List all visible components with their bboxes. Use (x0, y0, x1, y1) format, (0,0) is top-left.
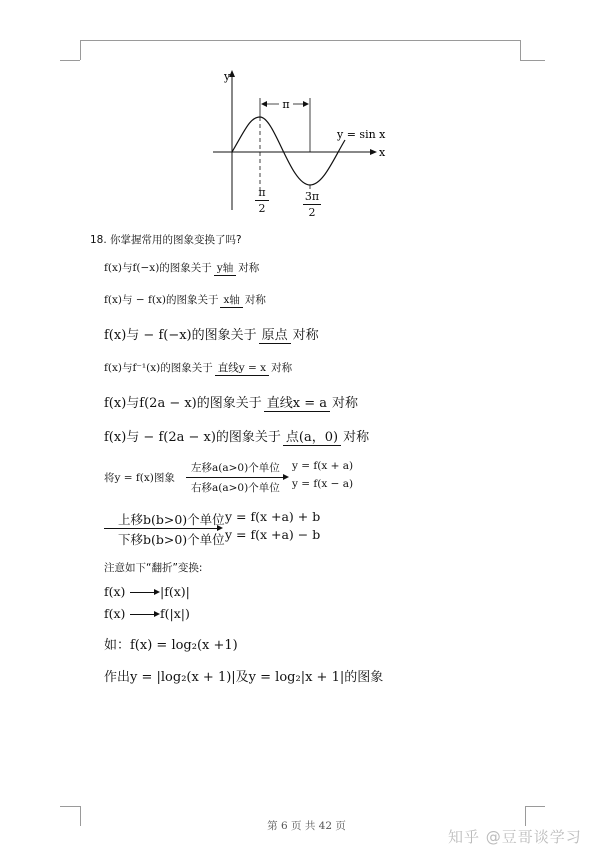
tick-pi-over-2 (253, 186, 271, 215)
row-line-x-eq-a (104, 392, 358, 412)
flip1-arrow-line (130, 592, 156, 593)
row1-pre: f(x)与f(−x)的图象关于 (104, 262, 212, 274)
shift-v-arrow-line (104, 528, 218, 529)
tick1-fraction-bar (255, 200, 269, 201)
tick-3pi-over-2 (301, 190, 323, 219)
flip2-arrow-line (130, 614, 156, 615)
draw-instruction: 作出y = |log₂(x + 1)|及y = log₂|x + 1|的图象 (104, 670, 384, 685)
row5-post: 对称 (332, 396, 359, 411)
example-line: 如：f(x) = log₂(x +1) (104, 638, 238, 653)
question-title: 18. 你掌握常用的图象变换了吗? (90, 234, 242, 246)
row2-pre: f(x)与 − f(x)的图象关于 (104, 294, 219, 306)
row4-answer: 直线y = x (215, 363, 269, 376)
tick2-numerator: 3π (304, 190, 320, 203)
row3-post: 对称 (292, 328, 319, 343)
row5-pre: f(x)与f(2a − x)的图象关于 (104, 396, 262, 411)
row6-answer: 点(a，0) (283, 431, 341, 446)
x-axis-arrow (370, 149, 377, 155)
flip2-right: f(|x|) (160, 606, 190, 621)
crop-mark-top-left-ext (60, 60, 80, 61)
shift-v-result-bottom: y = f(x +a) − b (225, 527, 321, 542)
flip-note: 注意如下“翻折”变换: (104, 562, 203, 574)
row2-post: 对称 (244, 294, 266, 306)
row1-answer: y轴 (214, 263, 236, 276)
crop-mark-bottom-left-h (60, 806, 80, 807)
shift-h-top-label: 左移a(a>0)个单位 (191, 462, 280, 474)
shift-v-arrow (104, 510, 224, 546)
flip1-left: f(x) (104, 584, 126, 599)
shift-h-result-top: y = f(x + a) (292, 460, 354, 472)
shift-v-bottom-label: 下移b(b>0)个单位 (118, 532, 225, 547)
zhihu-watermark: 知乎 @豆哥谈学习 (448, 828, 582, 846)
row4-pre: f(x)与f⁻¹(x)的图象关于 (104, 362, 213, 374)
crop-mark-top-right-ext (520, 60, 545, 61)
crop-mark-top-left-h (80, 40, 520, 41)
curve-label: y = sin x (337, 128, 386, 141)
row1-post: 对称 (238, 262, 260, 274)
y-axis-label: y (224, 70, 231, 83)
shift-v-result-top: y = f(x +a) + b (225, 509, 321, 524)
shift-h-arrow (186, 460, 290, 494)
period-arrow-right (303, 101, 309, 107)
tick1-denominator: 2 (258, 202, 266, 215)
crop-mark-top-left-v (80, 40, 81, 60)
row6-pre: f(x)与 − f(2a − x)的图象关于 (104, 430, 281, 445)
shift-h-arrow-head (283, 474, 289, 480)
row3-pre: f(x)与 − f(−x)的图象关于 (104, 328, 257, 343)
row-x-axis (104, 292, 266, 308)
shift-v-top-label: 上移b(b>0)个单位 (118, 512, 225, 527)
period-arrow-left (261, 101, 267, 107)
flip2-left: f(x) (104, 606, 126, 621)
shift-h-arrow-line (186, 477, 284, 478)
shift-h-bottom-label: 右移a(a>0)个单位 (191, 482, 280, 494)
crop-mark-bottom-right-h (525, 806, 545, 807)
tick2-denominator: 2 (308, 206, 316, 219)
row4-post: 对称 (271, 362, 293, 374)
shift-h-lead: 将y = f(x)图象 (104, 472, 175, 484)
tick2-fraction-bar (303, 204, 321, 205)
row-origin (104, 324, 319, 344)
tick1-numerator: π (258, 186, 266, 199)
period-label: π (282, 98, 290, 111)
shift-h-result-bottom: y = f(x − a) (292, 478, 354, 490)
row-line-y-eq-x (104, 360, 292, 376)
sine-curve (232, 117, 345, 185)
row2-answer: x轴 (220, 295, 242, 308)
flip1-right: |f(x)| (160, 584, 190, 599)
row3-answer: 原点 (259, 329, 291, 344)
row5-answer: 直线x = a (264, 397, 330, 412)
row-y-axis (104, 260, 259, 276)
x-axis-label: x (379, 146, 386, 159)
page-footer: 第 6 页 共 42 页 (267, 820, 346, 832)
row6-post: 对称 (343, 430, 370, 445)
crop-mark-top-right-v (520, 40, 521, 60)
row-point-a-0 (104, 426, 369, 446)
